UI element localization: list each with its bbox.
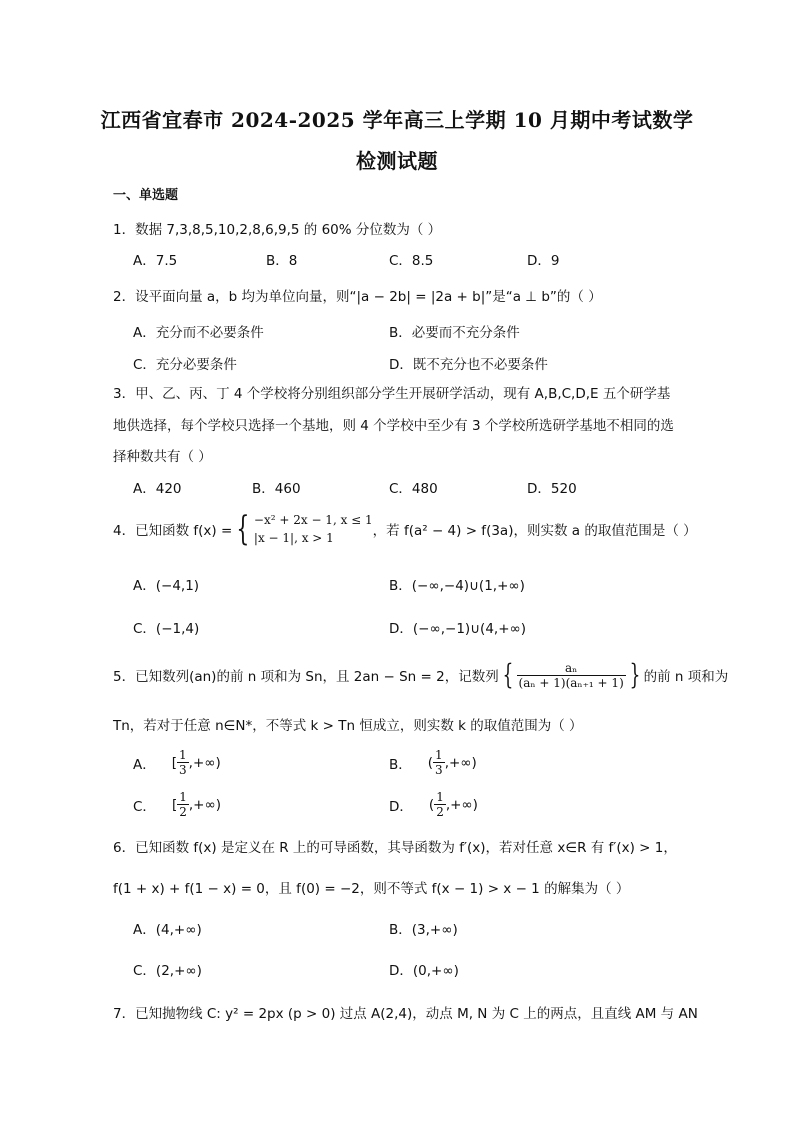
q1-option-d: D．9 xyxy=(527,253,560,269)
q2-option-d: D．既不充分也不必要条件 xyxy=(389,357,548,373)
q5-sequence-fraction xyxy=(517,661,626,690)
question-6-stem-line1: 6．已知函数 f(x) 是定义在 R 上的可导函数，其导函数为 f′(x)，若对任意 x∈R 有 f′(x) > 1， xyxy=(113,840,677,856)
option-label: C． xyxy=(133,798,156,815)
q4-option-d: D．(−∞,−1)∪(4,+∞) xyxy=(389,621,527,637)
question-1-stem: 1．数据 7,3,8,5,10,2,8,6,9,5 的 60% 分位数为（ ） xyxy=(113,222,442,238)
option-fraction: $\frac{1}{2}$ xyxy=(436,790,444,819)
document-subtitle: 检测试题 xyxy=(356,149,438,173)
q4-piece-1: −x² + 2x − 1, x ≤ 1 xyxy=(253,513,373,527)
question-7-stem-line1: 7．已知抛物线 C: y² = 2px (p > 0) 过点 A(2,4)，动点 M, N 为 C 上的两点，且直线 AM 与 AN xyxy=(113,1006,698,1022)
q5-suffix: 的前 n 项和为 xyxy=(643,669,729,685)
q4-option-b: B．(−∞,−4)∪(1,+∞) xyxy=(389,578,525,594)
question-5-stem-line1 xyxy=(113,658,728,692)
option-fraction: $\frac{1}{3}$ xyxy=(435,748,443,777)
q6-option-c: C．(2,+∞) xyxy=(133,963,202,979)
q5-option-c xyxy=(133,790,221,819)
q4-prefix: 4．已知函数 f(x) = xyxy=(113,523,233,539)
q5-fraction-denominator: (aₙ + 1)(aₙ₊₁ + 1) xyxy=(518,675,624,690)
interval-bracket: [ xyxy=(171,754,178,771)
q3-option-b: B．460 xyxy=(252,481,301,497)
option-label: A． xyxy=(133,756,156,773)
question-4-stem xyxy=(113,511,697,547)
option-label: D． xyxy=(389,798,413,815)
option-fraction: $\frac{1}{2}$ xyxy=(179,790,187,819)
question-3-stem-line3: 择种数共有（ ） xyxy=(113,449,212,465)
q4-piece-2: |x − 1|, x > 1 xyxy=(253,531,334,545)
interval-bracket: ( xyxy=(428,796,435,813)
q5-option-d xyxy=(389,790,478,819)
question-2-stem: 2．设平面向量 a，b 均为单位向量，则“|a − 2b| = |2a + b|”是“a ⊥ b”的（ ） xyxy=(113,289,602,305)
q5-option-a xyxy=(133,748,221,777)
q2-option-a: A．充分而不必要条件 xyxy=(133,325,264,341)
q4-option-c: C．(−1,4) xyxy=(133,621,200,637)
q6-option-a: A．(4,+∞) xyxy=(133,922,202,938)
interval-tail: ,+∞) xyxy=(188,754,221,771)
q3-option-a: A．420 xyxy=(133,481,182,497)
interval-tail: ,+∞) xyxy=(445,796,478,813)
option-label: B． xyxy=(389,756,412,773)
question-3-stem-line2: 地供选择，每个学校只选择一个基地，则 4 个学校中至少有 3 个学校所选研学基地不相同的选 xyxy=(113,418,674,434)
q2-option-c: C．充分必要条件 xyxy=(133,357,237,373)
q6-option-b: B．(3,+∞) xyxy=(389,922,458,938)
left-brace-icon: { xyxy=(502,658,513,691)
question-3-stem-line1: 3．甲、乙、丙、丁 4 个学校将分别组织部分学生开展研学活动，现有 A,B,C,D,E 五个研学基 xyxy=(113,386,671,402)
q5-fraction-numerator: aₙ xyxy=(517,661,626,676)
interval-bracket: [ xyxy=(171,796,178,813)
q4-piecewise xyxy=(254,511,373,547)
q3-option-c: C．480 xyxy=(389,481,438,497)
q1-option-c: C．8.5 xyxy=(389,253,434,269)
q4-suffix: ，若 f(a² − 4) > f(3a)，则实数 a 的取值范围是（ ） xyxy=(372,523,697,539)
q1-option-a: A．7.5 xyxy=(133,253,178,269)
q6-option-d: D．(0,+∞) xyxy=(389,963,459,979)
question-6-stem-line2: f(1 + x) + f(1 − x) = 0，且 f(0) = −2，则不等式 f(x − 1) > x − 1 的解集为（ ） xyxy=(113,881,630,897)
interval-bracket: ( xyxy=(427,754,434,771)
left-brace-icon: { xyxy=(236,509,250,549)
q5-option-b xyxy=(389,748,477,777)
q1-option-b: B．8 xyxy=(266,253,298,269)
q2-option-b: B．必要而不充分条件 xyxy=(389,325,520,341)
section-heading: 一、单选题 xyxy=(113,188,179,203)
question-5-stem-line2: Tn，若对于任意 n∈N*，不等式 k > Tn 恒成立，则实数 k 的取值范围为（ ） xyxy=(113,718,583,734)
interval-tail: ,+∞) xyxy=(188,796,221,813)
interval-tail: ,+∞) xyxy=(444,754,477,771)
document-title: 江西省宜春市 2024-2025 学年高三上学期 10 月期中考试数学 xyxy=(100,108,694,132)
right-brace-icon: } xyxy=(629,658,641,691)
q5-prefix: 5．已知数列(an)的前 n 项和为 Sn，且 2an − Sn = 2，记数列 xyxy=(113,669,499,685)
q3-option-d: D．520 xyxy=(527,481,577,497)
option-fraction: $\frac{1}{3}$ xyxy=(179,748,187,777)
q4-option-a: A．(−4,1) xyxy=(133,578,200,594)
